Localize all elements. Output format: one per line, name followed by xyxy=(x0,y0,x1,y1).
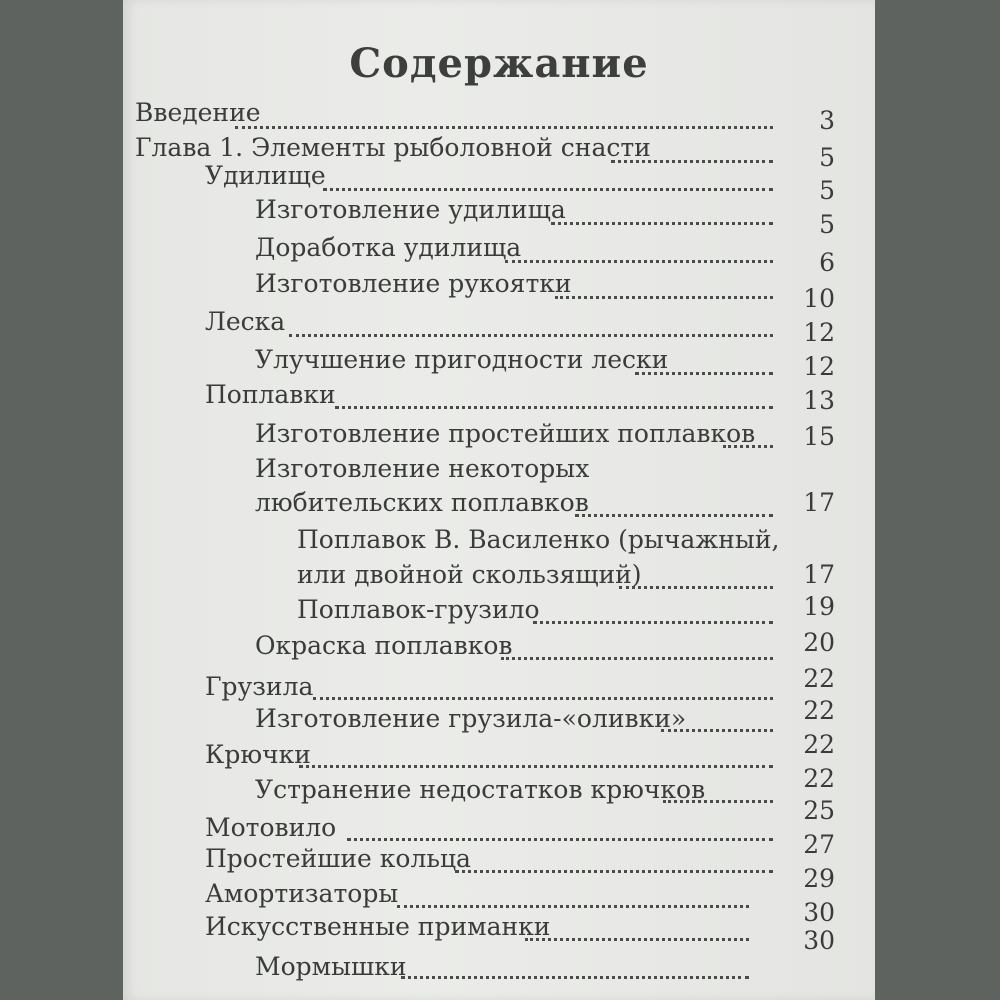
toc-entry xyxy=(205,380,338,410)
dot-leader xyxy=(289,334,773,337)
toc-entry xyxy=(205,672,315,702)
toc-entry-text: Поплавки xyxy=(205,380,336,409)
toc-entry xyxy=(297,595,542,625)
toc-page-number: 12 xyxy=(803,352,835,381)
toc-entry-text: Поплавок В. Василенко (рычажный, xyxy=(297,525,780,554)
toc-page-number: 6 xyxy=(819,248,835,277)
toc-entry-text: любительских поплавков xyxy=(255,488,589,517)
dot-leader xyxy=(313,697,773,700)
toc-page-number: 30 xyxy=(803,926,835,955)
toc-entry-text: Искусственные приманки xyxy=(205,912,551,941)
toc-entry xyxy=(297,560,644,590)
toc-entry-text: Введение xyxy=(135,98,261,127)
toc-page-number: 30 xyxy=(803,898,835,927)
toc-entry-text: Изготовление простейших поплавков xyxy=(255,419,756,448)
dot-leader xyxy=(347,838,773,841)
toc-entry xyxy=(255,454,591,484)
toc-entry xyxy=(255,419,757,449)
dot-leader xyxy=(525,938,749,941)
toc-entry xyxy=(205,161,328,191)
toc-page-number: 5 xyxy=(819,176,835,205)
toc-entry-text: Изготовление удилища xyxy=(255,195,566,224)
toc-entry-text: Изготовление некоторых xyxy=(255,454,590,483)
toc-page-number: 13 xyxy=(803,386,835,415)
toc-entry xyxy=(255,488,591,518)
toc-entry-text: или двойной скользящий) xyxy=(297,560,642,589)
dot-leader xyxy=(533,621,773,624)
toc-page-number: 17 xyxy=(803,560,835,589)
toc-entry-text: Изготовление грузила-«оливки» xyxy=(255,704,687,733)
toc-entry-text: Доработка удилища xyxy=(255,233,522,262)
toc-entry-text: Мотовило xyxy=(205,813,337,842)
toc-page-number: 29 xyxy=(803,864,835,893)
dot-leader xyxy=(551,222,773,225)
toc-entry xyxy=(255,195,568,225)
toc-entry xyxy=(135,133,653,163)
toc-entry-text: Леска xyxy=(205,307,286,336)
dot-leader xyxy=(323,188,773,191)
toc-entry-text: Изготовление рукоятки xyxy=(255,269,572,298)
toc-entry xyxy=(255,952,409,982)
dot-leader xyxy=(555,296,773,299)
toc-page-number: 5 xyxy=(819,143,835,172)
toc-page-number: 20 xyxy=(803,628,835,657)
toc-page-number: 22 xyxy=(803,664,835,693)
toc-entry xyxy=(205,879,400,909)
toc-page-number: 22 xyxy=(803,764,835,793)
page-title: Содержание xyxy=(349,40,649,87)
toc-entry xyxy=(297,525,781,555)
toc-entry-text: Окраска поплавков xyxy=(255,631,513,660)
toc-page-number: 17 xyxy=(803,488,835,517)
toc-entry xyxy=(205,813,338,843)
toc-entry xyxy=(255,233,523,263)
dot-leader xyxy=(235,126,773,129)
toc-entry xyxy=(205,307,287,337)
toc-page-number: 15 xyxy=(803,422,835,451)
dot-leader xyxy=(455,870,773,873)
toc-page-number: 22 xyxy=(803,696,835,725)
toc-page-number: 5 xyxy=(819,210,835,239)
toc-page-number: 10 xyxy=(803,284,835,313)
toc-entry-text: Улучшение пригодности лески xyxy=(255,345,669,374)
toc-page-number: 25 xyxy=(803,796,835,825)
toc-page-number: 19 xyxy=(803,592,835,621)
toc-entry-text: Простейшие кольца xyxy=(205,844,471,873)
toc-entry xyxy=(205,740,313,770)
book-page xyxy=(123,0,875,1000)
dot-leader xyxy=(299,765,773,768)
toc-entry xyxy=(255,704,688,734)
toc-entry xyxy=(255,631,515,661)
toc-page-number: 22 xyxy=(803,730,835,759)
toc-entry-text: Мормышки xyxy=(255,952,407,981)
toc-entry-text: Поплавок-грузило xyxy=(297,595,540,624)
dot-leader xyxy=(505,260,773,263)
toc-entry-text: Устранение недостатков крючков xyxy=(255,775,706,804)
toc-page-number: 27 xyxy=(803,830,835,859)
toc-entry-text: Крючки xyxy=(205,740,311,769)
dot-leader xyxy=(575,514,773,517)
toc-page-number: 3 xyxy=(819,106,835,135)
toc-page-number: 12 xyxy=(803,318,835,347)
dot-leader xyxy=(501,657,773,660)
toc-entry xyxy=(255,269,574,299)
toc-entry xyxy=(205,844,473,874)
dot-leader xyxy=(401,976,749,979)
toc-entry xyxy=(255,775,707,805)
toc-entry xyxy=(135,98,263,128)
toc-entry-text: Амортизаторы xyxy=(205,879,399,908)
dot-leader xyxy=(335,406,773,409)
dot-leader xyxy=(397,905,749,908)
toc-entry xyxy=(205,912,552,942)
toc-entry-text: Глава 1. Элементы рыболовной снасти xyxy=(135,133,651,162)
toc-entry xyxy=(255,345,670,375)
toc-entry-text: Грузила xyxy=(205,672,314,701)
toc-entry-text: Удилище xyxy=(205,161,326,190)
